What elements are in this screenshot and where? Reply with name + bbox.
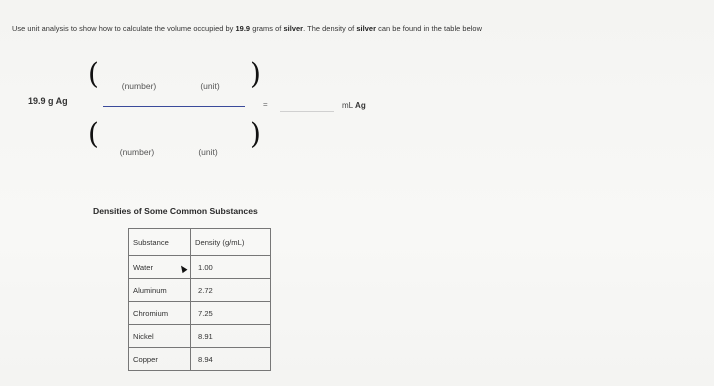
substance-cell: Nickel (129, 325, 191, 348)
denominator-left-paren: ( (88, 116, 99, 151)
density-cell: 1.00 (191, 256, 271, 279)
table-row (129, 256, 271, 279)
substance-cell: Copper (129, 348, 191, 371)
density-cell: 2.72 (191, 279, 271, 302)
equals-sign: = (263, 100, 268, 109)
numerator-number-input[interactable]: (number) (121, 81, 157, 91)
density-table (128, 228, 271, 371)
header-substance: Substance (129, 229, 191, 256)
numerator-left-paren: ( (88, 56, 99, 91)
instruction-text: Use unit analysis to show how to calculate the volume occupied by 19.9 grams of silver. The density of silver can be found in the table below (12, 24, 482, 33)
fraction-bar (103, 106, 245, 107)
given-quantity: 19.9 g Ag (28, 96, 68, 106)
header-density: Density (g/mL) (191, 229, 271, 256)
denominator-number-input[interactable]: (number) (119, 147, 155, 157)
table-row (129, 279, 271, 302)
denominator-unit-input[interactable]: (unit) (198, 147, 218, 157)
table-row (129, 348, 271, 371)
numerator-unit-input[interactable]: (unit) (200, 81, 220, 91)
substance-cell: Chromium (129, 302, 191, 325)
substance-cell: Aluminum (129, 279, 191, 302)
numerator-right-paren: ) (250, 56, 261, 91)
density-cell: 8.94 (191, 348, 271, 371)
table-row (129, 302, 271, 325)
denominator-right-paren: ) (250, 116, 261, 151)
table-header-row (129, 229, 271, 256)
density-cell: 7.25 (191, 302, 271, 325)
density-cell: 8.91 (191, 325, 271, 348)
answer-input[interactable] (280, 97, 334, 112)
table-row (129, 325, 271, 348)
substance-cell: Water (129, 256, 191, 279)
answer-unit-label: mL Ag (342, 101, 366, 110)
table-title: Densities of Some Common Substances (93, 206, 258, 216)
